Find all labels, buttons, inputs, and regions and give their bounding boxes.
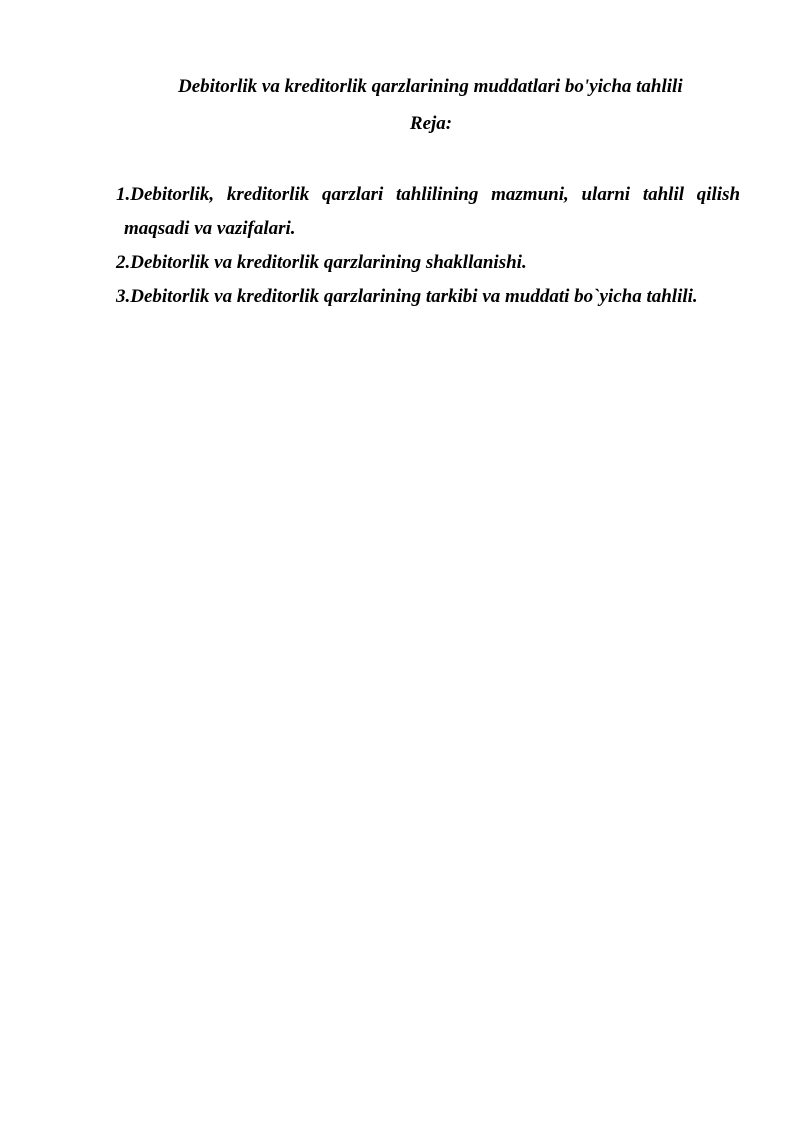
plan-item-number: 2. — [116, 252, 131, 273]
plan-item-1-text-line2: maqsadi va vazifalari. — [124, 218, 296, 239]
plan-item-2 — [116, 246, 743, 280]
plan-item-1-first-line — [116, 178, 743, 212]
plan-item-1-line1-text: Debitorlik, kreditorlik qarzlari tahlilining mazmuni, ularni tahlil qilish — [130, 184, 741, 205]
document-title: Debitorlik va kreditorlik qarzlarining muddatlari bo'yicha tahlili — [178, 76, 683, 97]
plan-heading: Reja: — [409, 113, 453, 134]
plan-item-1-text-line1 — [116, 178, 740, 212]
plan-item-1 — [116, 178, 743, 246]
plan-item-3 — [116, 280, 743, 314]
plan-item-2-text: Debitorlik va kreditorlik qarzlarining shakllanishi. — [130, 252, 527, 273]
plan-item-number: 3. — [116, 286, 131, 307]
plan-item-number: 1. — [116, 184, 131, 205]
plan-list — [116, 178, 743, 314]
plan-item-3-text: Debitorlik va kreditorlik qarzlarining tarkibi va muddati bo`yicha tahlili. — [130, 286, 698, 307]
